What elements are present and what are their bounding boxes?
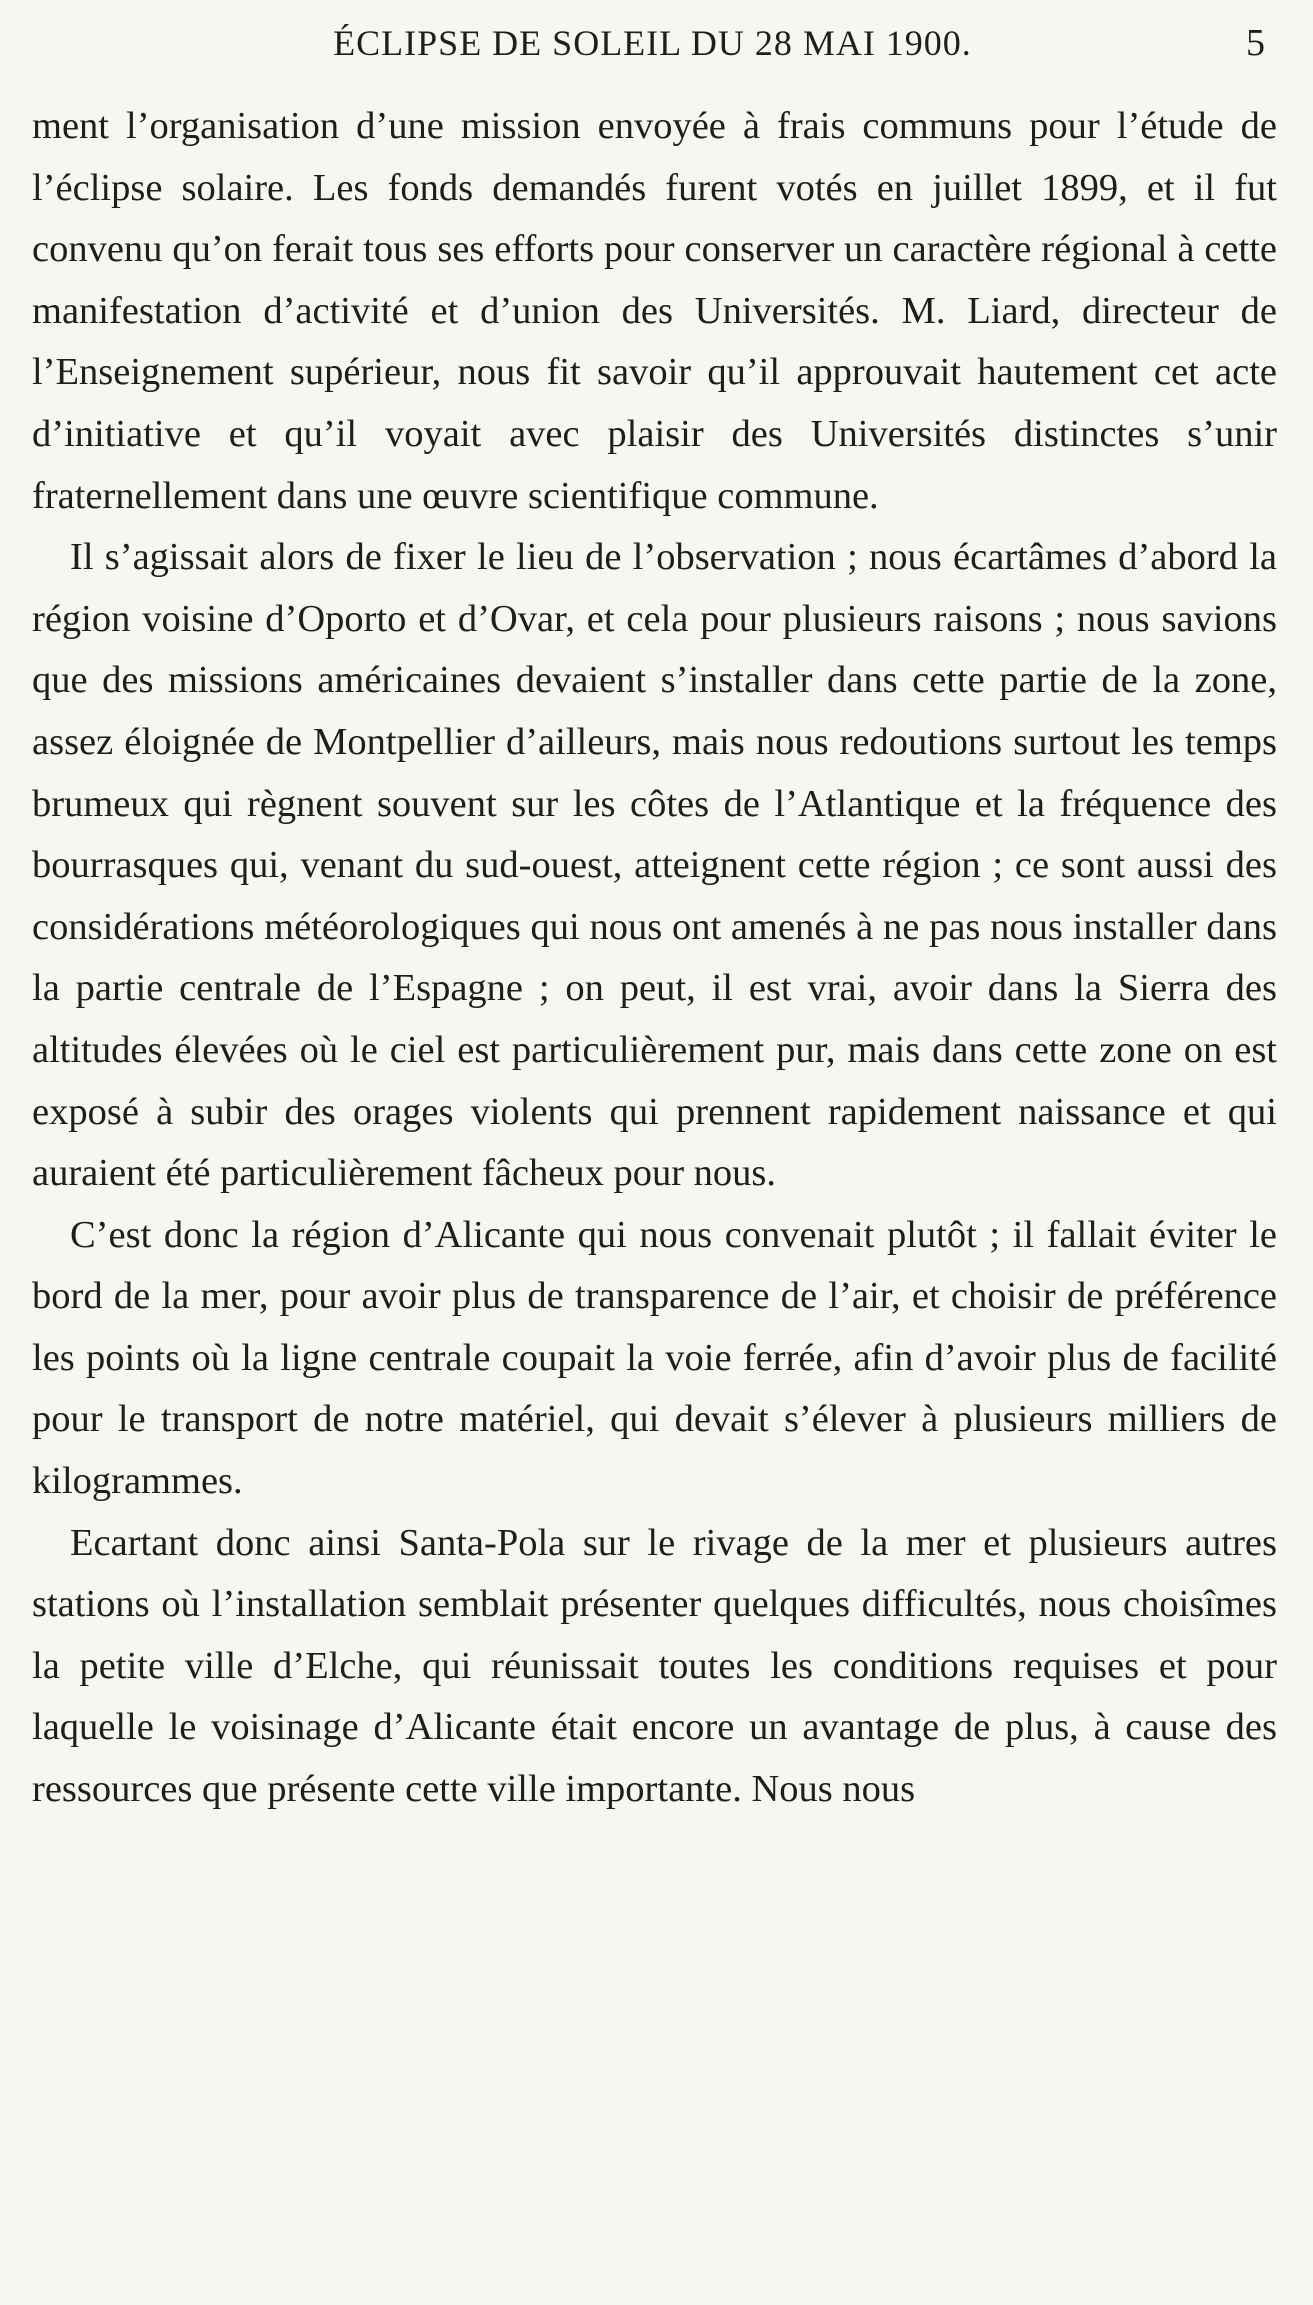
paragraph-3: C’est donc la région d’Alicante qui nous convenait plutôt ; il fallait éviter le bord de la mer, pour avoir plus de transparence de l’air, et choisir de préférence les points où la ligne centrale coupait la voie ferrée, afin d’avoir plus de facilité pour le transport de notre matériel, qui devait s’élever à plusieurs milliers de kilogrammes. xyxy=(32,1213,1277,1503)
running-head xyxy=(32,18,1273,68)
paragraph-2: Il s’agissait alors de fixer le lieu de l’observation ; nous écartâmes d’abord la région voisine d’Oporto et d’Ovar, et cela pour plusieurs raisons ; nous savions que des missions américaines devaient s’installer dans cette partie de la zone, assez éloignée de Montpellier d’ailleurs, mais nous redoutions surtout les temps brumeux qui règnent souvent sur les côtes de l’Atlantique et la fréquence des bourrasques qui, venant du sud-ouest, atteignent cette région ; ce sont aussi des considérations météorologiques qui nous ont amenés à ne pas nous installer dans la partie centrale de l’Espagne ; on peut, il est vrai, avoir dans la Sierra des altitudes élevées où le ciel est particulièrement pur, mais dans cette zone on est exposé à subir des orages violents qui prennent rapidement naissance et qui auraient été particulièrement fâcheux pour nous. xyxy=(32,536,1277,1195)
body-text xyxy=(32,96,1277,1821)
running-title: ÉCLIPSE DE SOLEIL DU 28 MAI 1900. xyxy=(333,23,972,63)
page-number: 5 xyxy=(1246,22,1265,64)
paragraph-1: ment l’organisation d’une mission envoyée à frais communs pour l’étude de l’éclipse solaire. Les fonds demandés furent votés en juillet 1899, et il fut convenu qu’on ferait tous ses efforts pour conserver un caractère régional à cette manifestation d’activité et d’union des Universités. M. Liard, directeur de l’Enseignement supérieur, nous fit savoir qu’il approuvait hautement cet acte d’initiative et qu’il voyait avec plaisir des Universités distinctes s’unir fraternellement dans une œuvre scientifique commune. xyxy=(32,105,1277,517)
paragraph-4: Ecartant donc ainsi Santa-Pola sur le rivage de la mer et plusieurs autres stations où l’installation semblait présenter quelques difficultés, nous choisîmes la petite ville d’Elche, qui réunissait toutes les conditions requises et pour laquelle le voisinage d’Alicante était encore un avantage de plus, à cause des ressources que présente cette ville importante. Nous nous xyxy=(32,1521,1277,1811)
